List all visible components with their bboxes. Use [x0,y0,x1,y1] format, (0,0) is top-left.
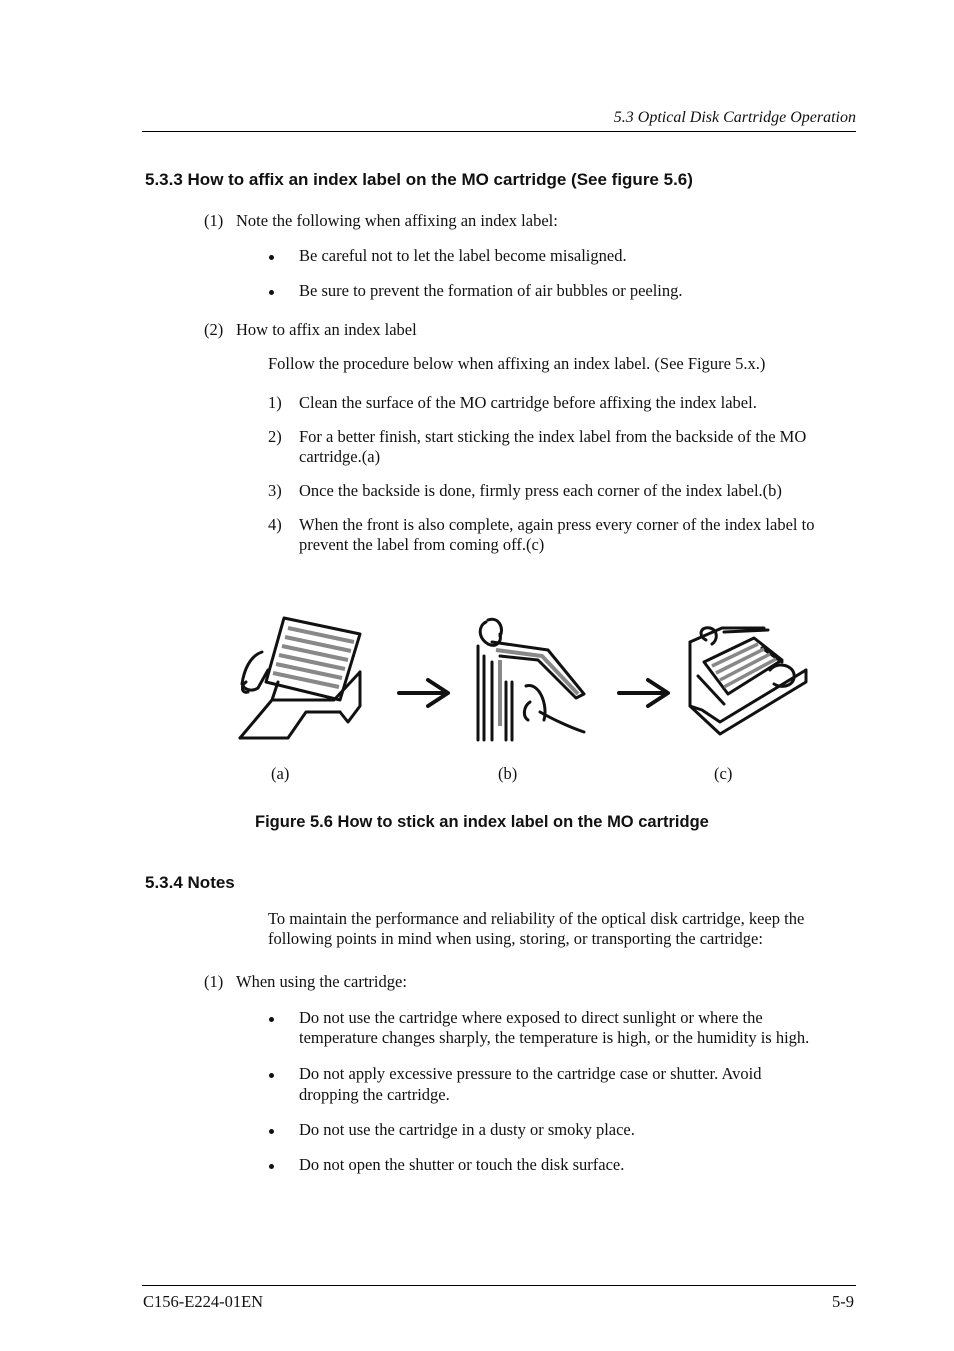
step-text: For a better finish, start sticking the index label from the backside of the MO [299,427,807,446]
step-text: prevent the label from coming off.(c) [299,535,545,554]
step-number: 1) [268,393,282,412]
bullet-text: temperature changes sharply, the temperature is high, or the humidity is high. [299,1028,810,1047]
bullet-text: Do not apply excessive pressure to the cartridge case or shutter. Avoid [299,1064,762,1083]
step-text: Once the backside is done, firmly press each corner of the index label.(b) [299,481,782,500]
bullet-icon [269,1073,274,1078]
step-number: 3) [268,481,282,500]
figure-panel-label-b: (b) [498,764,518,783]
item-1-number: (1) [204,211,224,230]
procedure-intro: Follow the procedure below when affixing an index label. (See Figure 5.x.) [268,354,766,373]
bullet-icon [269,1129,274,1134]
bullet-text: Do not use the cartridge in a dusty or smoky place. [299,1120,635,1139]
arrow-right-icon [616,676,672,710]
footer-page-number: 5-9 [832,1292,854,1311]
bullet-text: Be careful not to let the label become misaligned. [299,246,627,265]
footer-rule [142,1285,856,1286]
section-heading-5-3-3: 5.3.3 How to affix an index label on the MO cartridge (See figure 5.6) [145,170,693,189]
bullet-text: Be sure to prevent the formation of air bubbles or peeling. [299,281,683,300]
step-text: Clean the surface of the MO cartridge before affixing the index label. [299,393,757,412]
item-2-text: How to affix an index label [236,320,417,339]
figure-panel-label-c: (c) [714,764,733,783]
item-1-text: Note the following when affixing an index label: [236,211,558,230]
illustration-c-hands-pressing-corners [684,622,810,738]
step-text: When the front is also complete, again press every corner of the index label to [299,515,815,534]
notes-item-1-text: When using the cartridge: [236,972,407,991]
bullet-text: Do not open the shutter or touch the disk surface. [299,1155,625,1174]
section-heading-5-3-4: 5.3.4 Notes [145,873,235,892]
notes-item-1-number: (1) [204,972,224,991]
step-number: 2) [268,427,282,446]
figure-caption: Figure 5.6 How to stick an index label on the MO cartridge [255,813,709,831]
bullet-text: Do not use the cartridge where exposed to direct sunlight or where the [299,1008,763,1027]
header-rule [142,131,856,132]
bullet-icon [269,255,274,260]
notes-intro: To maintain the performance and reliability of the optical disk cartridge, keep the [268,909,805,928]
step-number: 4) [268,515,282,534]
step-text: cartridge.(a) [299,447,381,466]
bullet-icon [269,290,274,295]
bullet-text: dropping the cartridge. [299,1085,450,1104]
item-2-number: (2) [204,320,224,339]
bullet-icon [269,1017,274,1022]
footer-doc-id: C156-E224-01EN [143,1292,264,1311]
notes-intro: following points in mind when using, storing, or transporting the cartridge: [268,929,763,948]
arrow-right-icon [396,676,452,710]
illustration-a-hand-placing-label [236,612,366,742]
bullet-icon [269,1164,274,1169]
figure-panel-label-a: (a) [271,764,290,783]
illustration-b-hand-pressing-corner [470,616,592,742]
running-header: 5.3 Optical Disk Cartridge Operation [613,109,856,126]
